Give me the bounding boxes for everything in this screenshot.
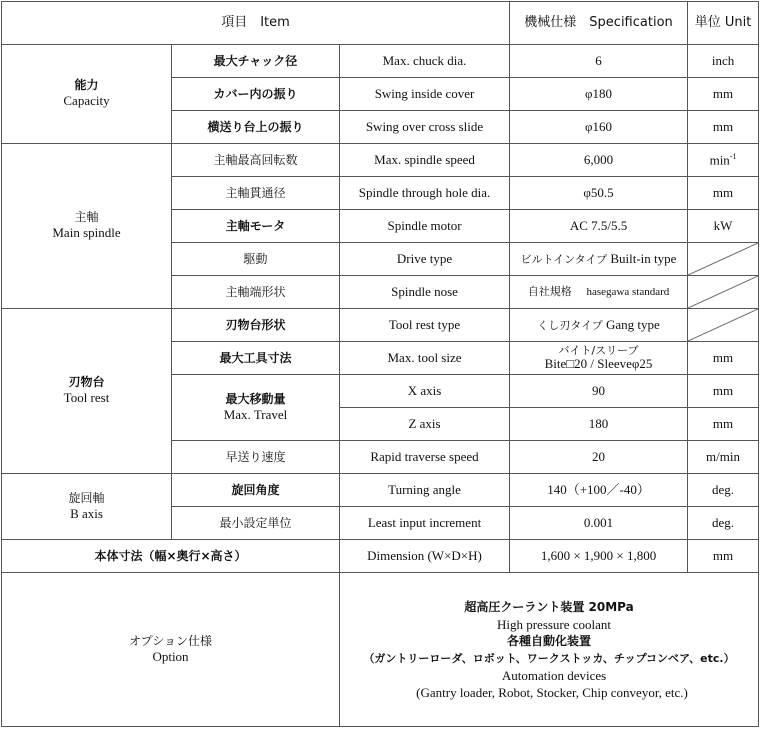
- row-label-jp: 旋回角度: [172, 474, 340, 507]
- option-line: Automation devices: [501, 667, 607, 683]
- group-label-en: Capacity: [63, 93, 110, 109]
- option-line: 超高圧クーラント装置 20MPa: [464, 599, 634, 614]
- row-label-en: Max. Travel: [223, 406, 288, 422]
- row-value: 90: [510, 375, 688, 408]
- row-unit-empty: [688, 309, 759, 342]
- group-label-en: B axis: [70, 505, 103, 521]
- row-label-en: Z axis: [340, 408, 510, 441]
- row-label-jp: 駆動: [172, 243, 340, 276]
- row-label-en: Rapid traverse speed: [340, 441, 510, 474]
- row-label-jp: カバー内の振り: [172, 78, 340, 111]
- group-label-jp: 刃物台: [68, 375, 105, 390]
- value-en: Bite□20 / Sleeveφ25: [544, 355, 653, 371]
- row-unit: mm: [688, 375, 759, 408]
- row-label-en: Tool rest type: [340, 309, 510, 342]
- row-value: [510, 243, 688, 276]
- row-label-jp: 主軸最高回転数: [172, 144, 340, 177]
- row-value: AC 7.5/5.5: [510, 210, 688, 243]
- table-row: [2, 540, 759, 573]
- row-label-jp: 最大移動量: [225, 391, 286, 406]
- row-label-en: Spindle nose: [340, 276, 510, 309]
- row-unit: mm: [688, 111, 759, 144]
- row-label-jp: 主軸貫通径: [172, 177, 340, 210]
- row-label-jp: 刃物台形状: [172, 309, 340, 342]
- row-unit: deg.: [688, 507, 759, 540]
- group-toolrest: [2, 309, 172, 474]
- row-unit: [688, 144, 759, 177]
- group-option: [2, 573, 340, 727]
- row-unit: inch: [688, 45, 759, 78]
- row-label-en: Max. spindle speed: [340, 144, 510, 177]
- row-unit: mm: [688, 408, 759, 441]
- group-label-en: Tool rest: [63, 390, 110, 406]
- table-row: [2, 45, 759, 78]
- value-jp: ビルトインタイプ: [520, 252, 608, 266]
- row-unit: mm: [688, 342, 759, 375]
- row-label-jp: 主軸モータ: [172, 210, 340, 243]
- row-label-en: Dimension (W×D×H): [340, 540, 510, 573]
- row-label-jp: 主軸端形状: [172, 276, 340, 309]
- row-label-en: Spindle through hole dia.: [340, 177, 510, 210]
- group-label-jp: 能力: [74, 78, 99, 93]
- row-value: 180: [510, 408, 688, 441]
- header-unit: 単位 Unit: [688, 2, 759, 45]
- value-en: Gang type: [605, 316, 660, 332]
- header-item: 項目 Item: [2, 2, 510, 45]
- table-row: [2, 309, 759, 342]
- row-value: [510, 309, 688, 342]
- spec-table: [1, 1, 759, 727]
- diagonal-slash: [688, 243, 758, 275]
- row-unit: deg.: [688, 474, 759, 507]
- row-value: φ160: [510, 111, 688, 144]
- travel-label: [172, 375, 340, 441]
- diagonal-slash: [688, 276, 758, 308]
- group-label-en: Main spindle: [52, 225, 121, 241]
- group-label-jp: 旋回軸: [68, 490, 105, 505]
- row-label-en: Least input increment: [340, 507, 510, 540]
- row-value: 6,000: [510, 144, 688, 177]
- row-unit: m/min: [688, 441, 759, 474]
- row-value: 6: [510, 45, 688, 78]
- row-value: 0.001: [510, 507, 688, 540]
- row-label-en: Swing inside cover: [340, 78, 510, 111]
- row-value: [510, 276, 688, 309]
- row-label-en: Max. chuck dia.: [340, 45, 510, 78]
- option-line: （ガントリーローダ、ロボット、ワークストッカ、チップコンベア、etc.）: [363, 651, 735, 665]
- option-line: High pressure coolant: [496, 616, 612, 632]
- option-description: [340, 573, 759, 727]
- group-spindle: [2, 144, 172, 309]
- row-label-jp: 本体寸法（幅×奥行×高さ）: [2, 540, 340, 573]
- group-baxis: [2, 474, 172, 540]
- row-value: [510, 342, 688, 375]
- row-label-en: Swing over cross slide: [340, 111, 510, 144]
- group-label-jp: 主軸: [74, 210, 99, 225]
- row-label-jp: 最大工具寸法: [172, 342, 340, 375]
- row-label-en: Max. tool size: [340, 342, 510, 375]
- value-en: hasegawa standard: [586, 285, 670, 298]
- row-label-jp: 最大チャック径: [172, 45, 340, 78]
- row-value: φ50.5: [510, 177, 688, 210]
- row-label-en: Drive type: [340, 243, 510, 276]
- row-unit-empty: [688, 276, 759, 309]
- row-unit: mm: [688, 78, 759, 111]
- option-row: [2, 573, 759, 727]
- row-unit-empty: [688, 243, 759, 276]
- header-row: [2, 2, 759, 45]
- row-value: 20: [510, 441, 688, 474]
- row-label-en: Turning angle: [340, 474, 510, 507]
- row-label-en: Spindle motor: [340, 210, 510, 243]
- group-label-jp: オプション仕様: [129, 633, 212, 648]
- option-line: (Gantry loader, Robot, Stocker, Chip conveyor, etc.): [416, 684, 688, 700]
- row-value: φ180: [510, 78, 688, 111]
- row-value: 1,600 × 1,900 × 1,800: [510, 540, 688, 573]
- group-label-en: Option: [152, 648, 189, 664]
- unit-base: min: [709, 152, 730, 168]
- value-jp: バイト/スリーブ: [558, 343, 639, 357]
- header-spec: 機械仕様 Specification: [510, 2, 688, 45]
- value-en: Built-in type: [610, 250, 677, 266]
- row-label-jp: 最小設定単位: [172, 507, 340, 540]
- row-label-en: X axis: [340, 375, 510, 408]
- row-value: 140（+100／-40）: [510, 474, 688, 507]
- row-label-jp: 早送り速度: [172, 441, 340, 474]
- option-line: 各種自動化装置: [507, 633, 592, 648]
- row-unit: mm: [688, 540, 759, 573]
- diagonal-slash: [688, 309, 758, 341]
- unit-exponent: -1: [729, 151, 737, 161]
- value-jp: 自社規格: [527, 284, 572, 298]
- row-unit: mm: [688, 177, 759, 210]
- group-capacity: [2, 45, 172, 144]
- table-row: [2, 474, 759, 507]
- value-jp: くし刃タイプ: [537, 318, 603, 332]
- table-row: [2, 144, 759, 177]
- row-unit: kW: [688, 210, 759, 243]
- row-label-jp: 横送り台上の振り: [172, 111, 340, 144]
